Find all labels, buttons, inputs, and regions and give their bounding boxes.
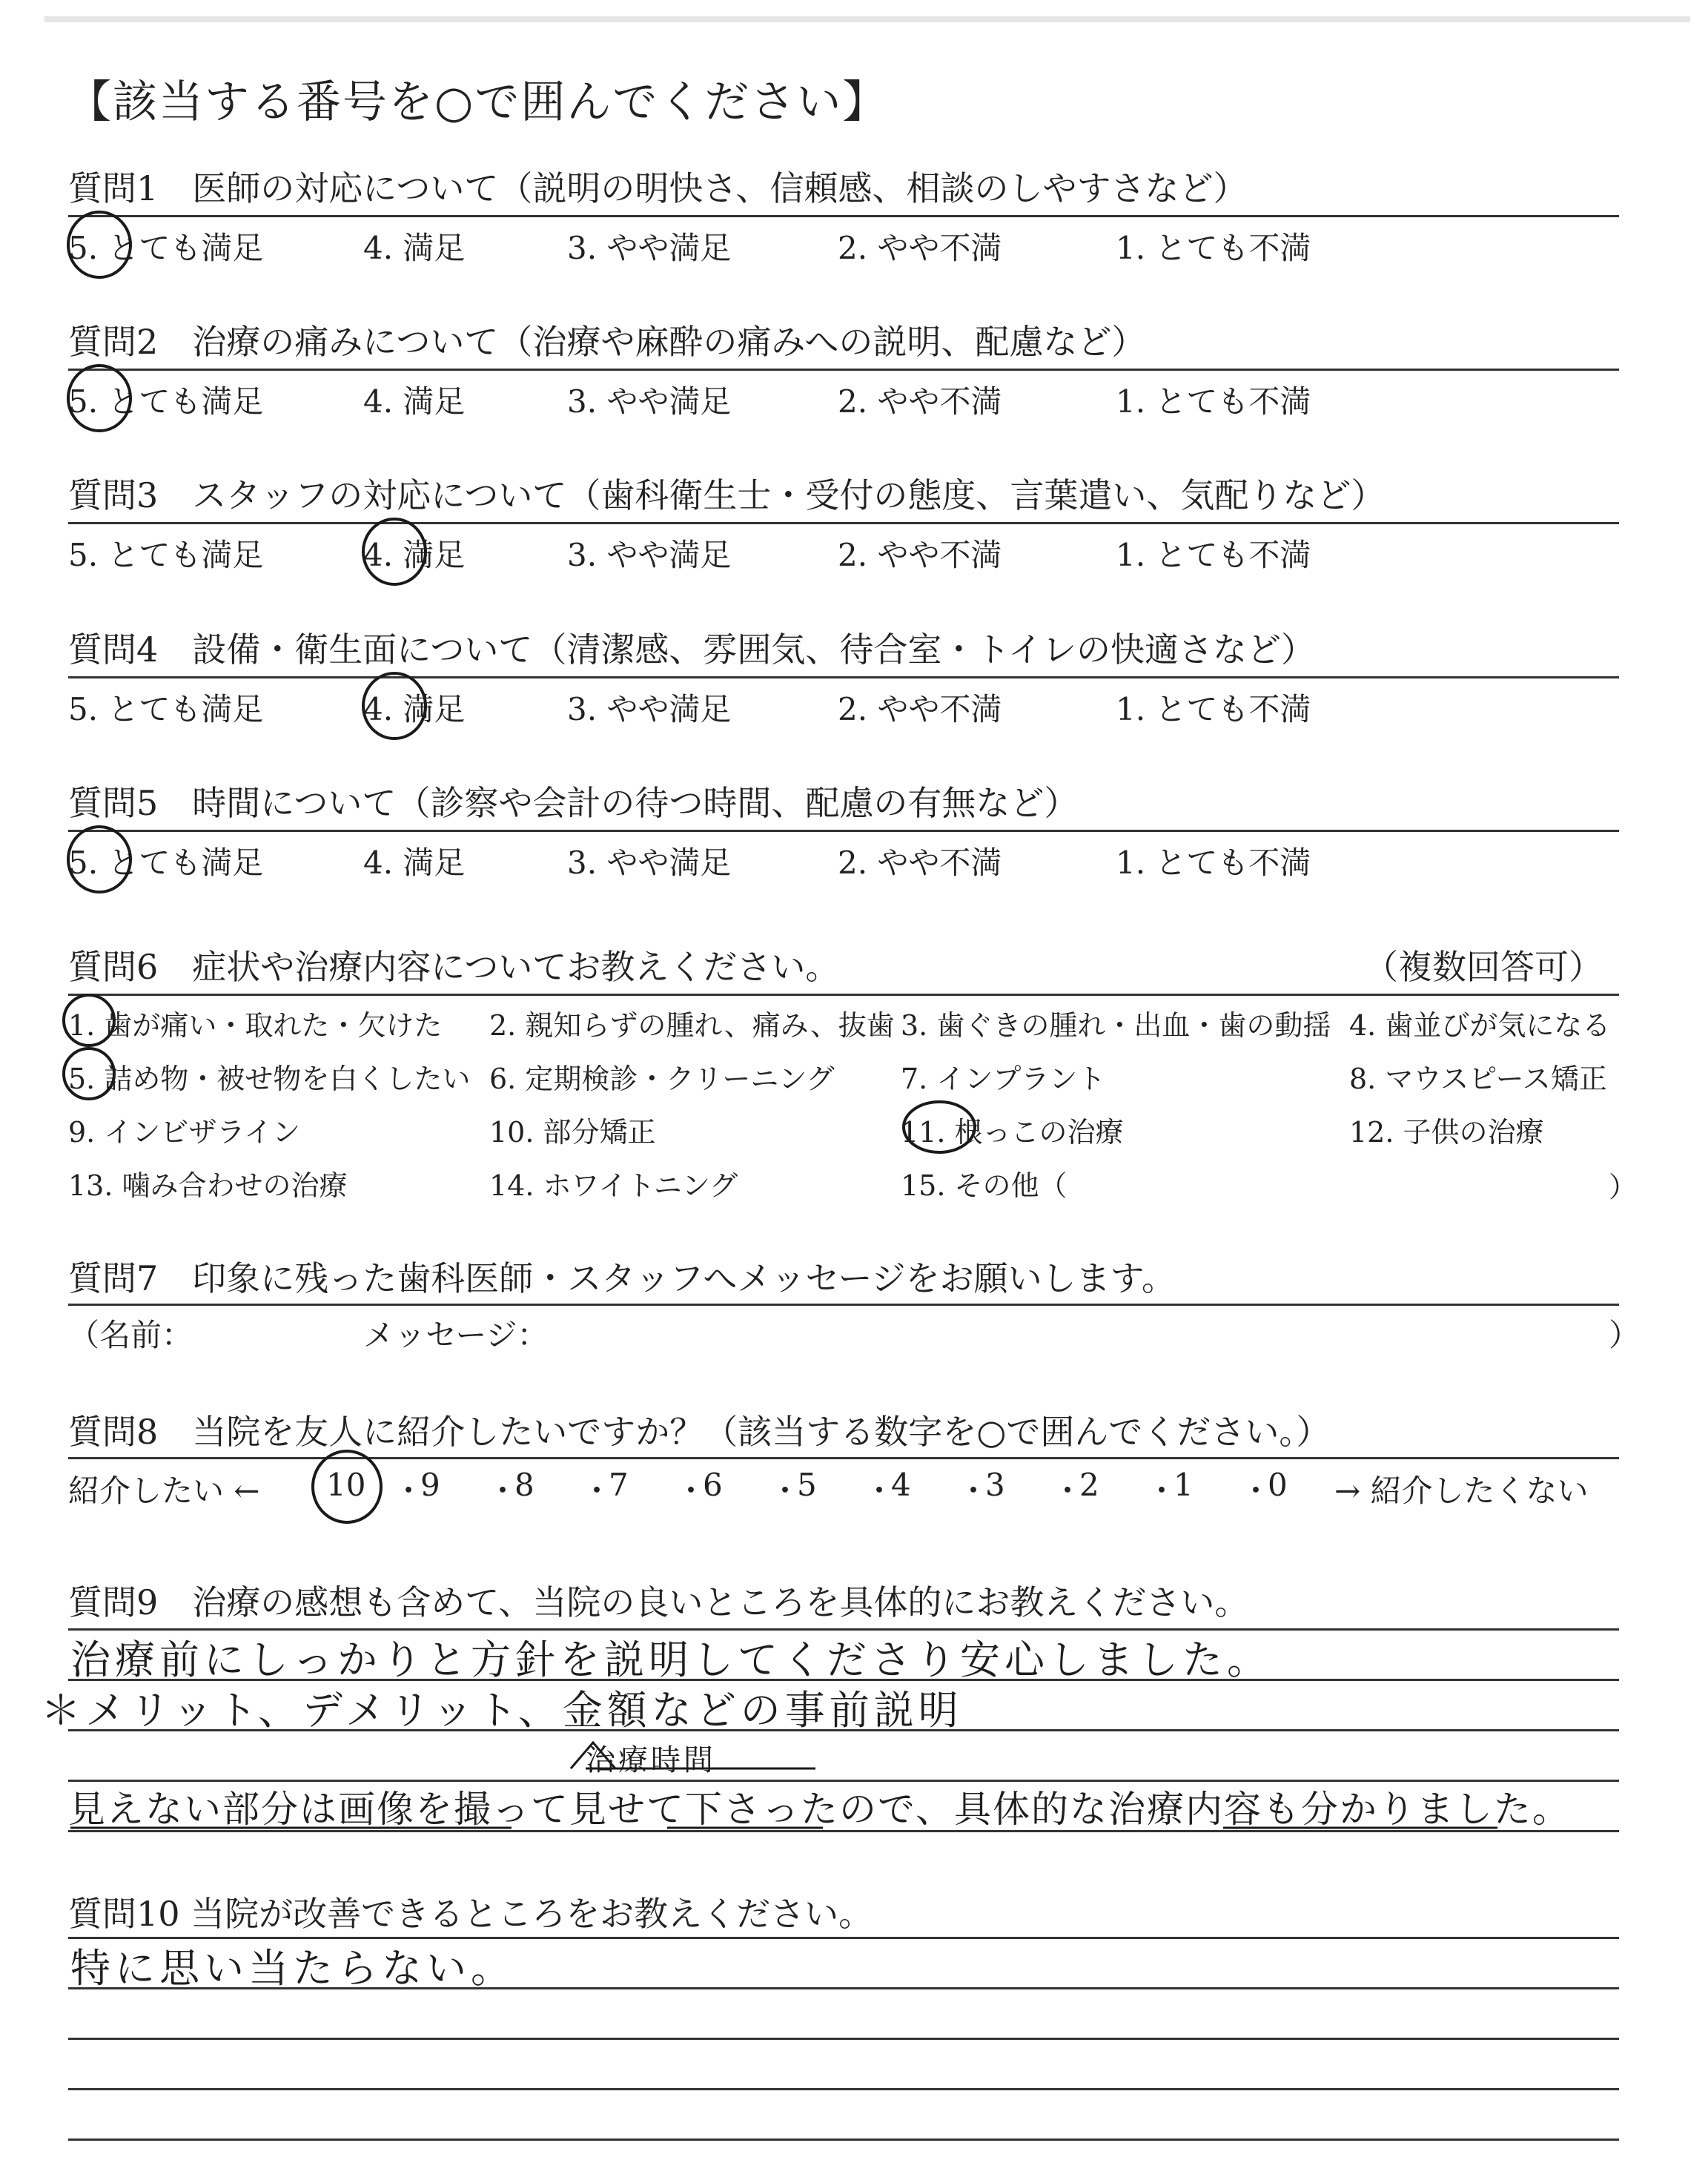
q6-title: 質問6 症状や治療内容についてお教えください。 <box>68 947 840 987</box>
q3-option-2[interactable]: 2. やや不満 <box>838 537 1002 573</box>
q7-rule <box>68 1304 1619 1306</box>
q3-rule <box>68 522 1619 524</box>
q3-option-1[interactable]: 1. とても不満 <box>1116 537 1311 573</box>
q7-title: 質問7 印象に残った歯科医師・スタッフへメッセージをお願いします。 <box>68 1258 1176 1298</box>
q10-rule-5 <box>68 2138 1619 2141</box>
q6-option-10[interactable]: 10. 部分矯正 <box>489 1116 656 1149</box>
q2-title: 質問2 治療の痛みについて（治療や麻酔の痛みへの説明、配慮など） <box>68 322 1146 362</box>
q8-scale-separator: ・ <box>769 1473 801 1509</box>
q10-rule-3 <box>68 2038 1619 2040</box>
q5-title: 質問5 時間について（診察や会計の待つ時間、配慮の有無など） <box>68 783 1079 823</box>
q10-rule-4 <box>68 2088 1619 2090</box>
q8-scale-8[interactable]: 8 <box>514 1467 534 1503</box>
q1-rule <box>68 215 1619 217</box>
q9-answer-line-2: ＊メリット、デメリット、金額などの事前説明 <box>41 1687 963 1734</box>
q2-option-4[interactable]: 4. 満足 <box>363 383 466 420</box>
q8-scale-5[interactable]: 5 <box>797 1467 817 1503</box>
q6-rule <box>68 994 1619 996</box>
q6-option-1[interactable]: 1. 歯が痛い・取れた・欠けた <box>68 1009 443 1042</box>
q8-scale-separator: ・ <box>864 1473 896 1509</box>
q8-scale-4[interactable]: 4 <box>891 1467 911 1503</box>
q6-option-14[interactable]: 14. ホワイトニング <box>489 1169 738 1202</box>
q1-option-4[interactable]: 4. 満足 <box>363 230 466 266</box>
q5-option-5[interactable]: 5. とても満足 <box>68 845 264 881</box>
q8-title: 質問8 当院を友人に紹介したいですか？（該当する数字を○で囲んでください。） <box>68 1412 1331 1452</box>
q8-scale-1[interactable]: 1 <box>1174 1467 1194 1503</box>
q4-option-3[interactable]: 3. やや満足 <box>567 691 732 727</box>
page-heading: 【該当する番号を○で囲んでください】 <box>67 76 889 128</box>
q10-answer: 特に思い当たらない。 <box>70 1945 515 1992</box>
top-border <box>44 16 1690 22</box>
q6-option-8[interactable]: 8. マウスピース矯正 <box>1349 1063 1607 1095</box>
q8-scale-2[interactable]: 2 <box>1079 1467 1099 1503</box>
q2-rule <box>68 369 1619 371</box>
q5-option-4[interactable]: 4. 満足 <box>363 845 466 881</box>
q4-rule <box>68 676 1619 678</box>
q6-option-5[interactable]: 5. 詰め物・被せ物を白くしたい <box>68 1063 471 1095</box>
q8-scale-separator: ・ <box>1240 1473 1272 1509</box>
q8-scale-separator: ・ <box>958 1473 990 1509</box>
q8-right-label: → 紹介したくない <box>1334 1473 1589 1509</box>
q8-rule <box>68 1457 1619 1459</box>
q5-option-1[interactable]: 1. とても不満 <box>1116 845 1311 881</box>
q3-option-3[interactable]: 3. やや満足 <box>567 537 732 573</box>
q6-option-9[interactable]: 9. インビザライン <box>68 1116 301 1149</box>
q2-option-1[interactable]: 1. とても不満 <box>1116 383 1311 420</box>
q6-option-15[interactable]: 15. その他（ <box>901 1169 1068 1202</box>
q6-option-4[interactable]: 4. 歯並びが気になる <box>1349 1009 1611 1042</box>
q7-close: ） <box>1609 1317 1641 1353</box>
q8-scale-separator: ・ <box>487 1473 519 1509</box>
q4-option-2[interactable]: 2. やや不満 <box>838 691 1002 727</box>
q6-option-12[interactable]: 12. 子供の治療 <box>1349 1116 1544 1149</box>
q5-option-3[interactable]: 3. やや満足 <box>567 845 732 881</box>
q7-message-label: メッセージ： <box>363 1317 549 1353</box>
q8-scale-0[interactable]: 0 <box>1268 1467 1288 1503</box>
q8-scale-separator: ・ <box>1146 1473 1178 1509</box>
q8-scale-7[interactable]: 7 <box>609 1467 629 1503</box>
q5-option-2[interactable]: 2. やや不満 <box>838 845 1002 881</box>
q6-option-6[interactable]: 6. 定期検診・クリーニング <box>489 1063 835 1095</box>
q5-rule <box>68 830 1619 832</box>
q6-option-13[interactable]: 13. 噛み合わせの治療 <box>68 1169 348 1202</box>
q1-option-5[interactable]: 5. とても満足 <box>68 230 264 266</box>
q4-option-1[interactable]: 1. とても不満 <box>1116 691 1311 727</box>
q8-scale-separator: ・ <box>581 1473 613 1509</box>
q6-option-7[interactable]: 7. インプラント <box>901 1063 1106 1095</box>
q1-option-2[interactable]: 2. やや不満 <box>838 230 1002 266</box>
q6-option-11[interactable]: 11. 根っこの治療 <box>901 1116 1124 1149</box>
q6-option-3[interactable]: 3. 歯ぐきの腫れ・出血・歯の動揺 <box>901 1009 1331 1042</box>
q4-title: 質問4 設備・衛生面について（清潔感、雰囲気、待合室・トイレの快適さなど） <box>68 630 1316 670</box>
q2-option-2[interactable]: 2. やや不満 <box>838 383 1002 420</box>
q8-left-label: 紹介したい ← <box>68 1473 260 1509</box>
q8-scale-9[interactable]: 9 <box>420 1467 440 1503</box>
q8-scale-10[interactable]: 10 <box>326 1467 366 1503</box>
q9-answer-line-1: 治療前にしっかりと方針を説明してくださり安心しました。 <box>70 1636 1271 1683</box>
q8-scale-separator: ・ <box>675 1473 707 1509</box>
q6-option-2[interactable]: 2. 親知らずの腫れ、痛み、抜歯 <box>489 1009 895 1042</box>
q8-scale-separator: ・ <box>1052 1473 1084 1509</box>
q9-answer-line-3: 見えない部分は画像を撮って見せて下さったので、具体的な治療内容も分かりました。 <box>68 1788 1571 1831</box>
q1-title: 質問1 医師の対応について（説明の明快さ、信頼感、相談のしやすさなど） <box>68 168 1248 208</box>
q4-option-4[interactable]: 4. 満足 <box>363 691 466 727</box>
q2-option-3[interactable]: 3. やや満足 <box>567 383 732 420</box>
q7-name-label: （名前： <box>68 1317 193 1353</box>
q3-option-5[interactable]: 5. とても満足 <box>68 537 264 573</box>
q2-option-5[interactable]: 5. とても満足 <box>68 383 264 420</box>
q6-note: （複数回答可） <box>1364 947 1603 987</box>
q8-scale-3[interactable]: 3 <box>985 1467 1005 1503</box>
q6-other-close: ） <box>1609 1171 1638 1203</box>
q9-answer-insert: 治療時間 <box>586 1743 716 1777</box>
q1-option-1[interactable]: 1. とても不満 <box>1116 230 1311 266</box>
q8-scale-6[interactable]: 6 <box>703 1467 723 1503</box>
q4-option-5[interactable]: 5. とても満足 <box>68 691 264 727</box>
q8-scale-separator: ・ <box>393 1473 425 1509</box>
q9-title: 質問9 治療の感想も含めて、当院の良いところを具体的にお教えください。 <box>68 1582 1249 1622</box>
q3-title: 質問3 スタッフの対応について（歯科衛生士・受付の態度、言葉遣い、気配りなど） <box>68 475 1386 515</box>
q1-option-3[interactable]: 3. やや満足 <box>567 230 732 266</box>
q10-title: 質問10 当院が改善できるところをお教えください。 <box>68 1894 873 1934</box>
q3-option-4[interactable]: 4. 満足 <box>363 537 466 573</box>
